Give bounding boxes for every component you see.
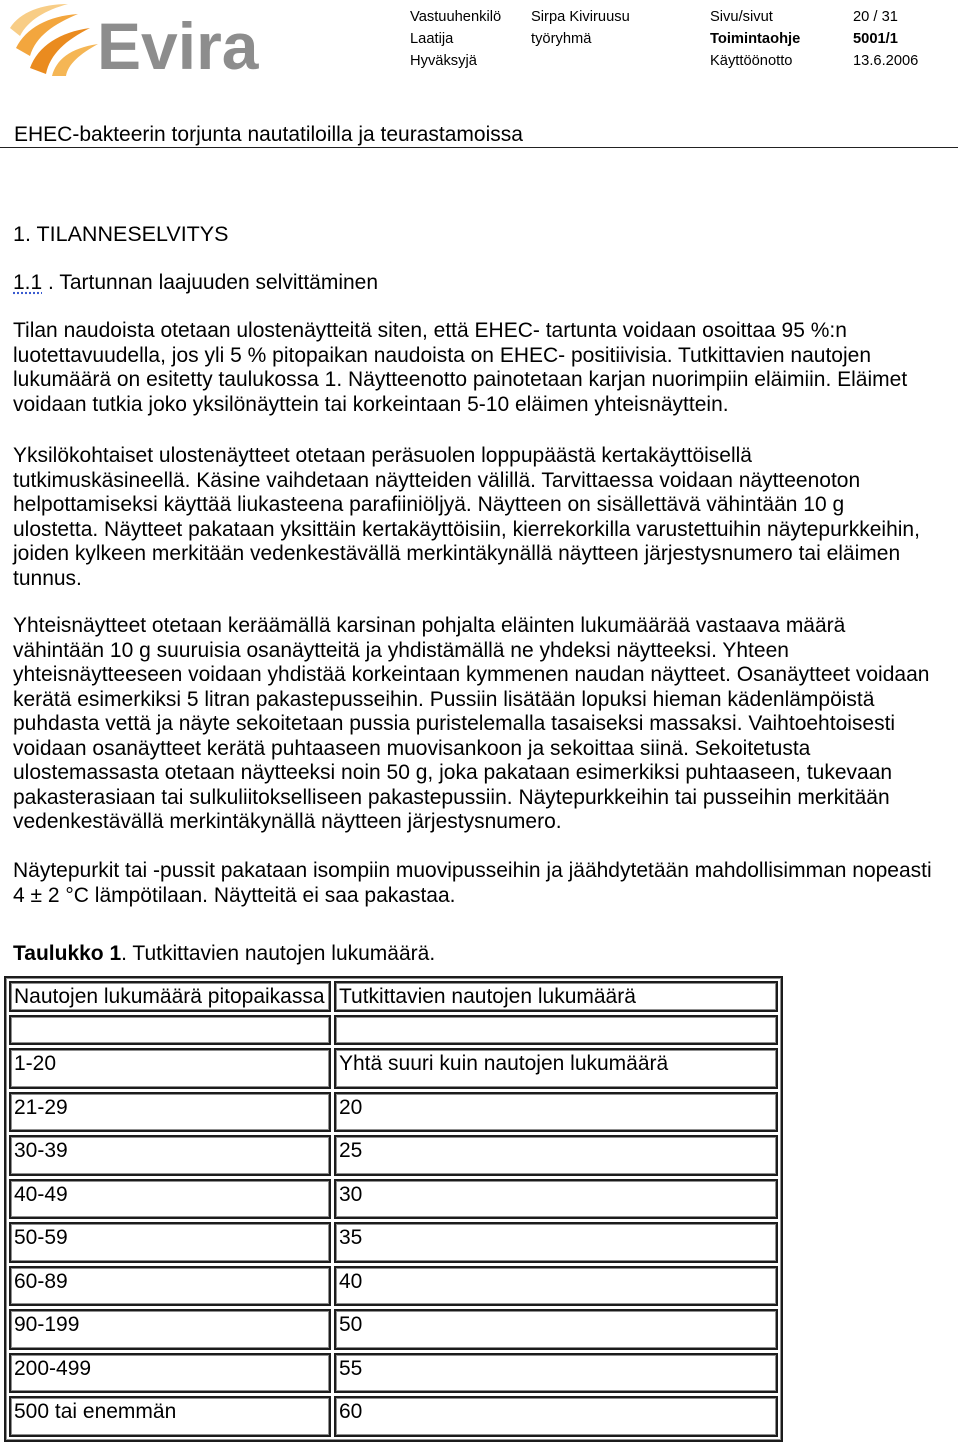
document-number: 5001/1 xyxy=(853,31,898,47)
paragraph-line: luotettavuudella, jos yli 5 % pitopaikan naudoista on EHEC- positiivisia. Tutkittavien nautojen xyxy=(13,343,871,367)
paragraph-line: yhteisnäytteeseen voidaan yhdistää korkeintaan kymmenen naudan näytteet. Osanäytteet voidaan xyxy=(13,663,930,686)
paragraph-pooled-samples xyxy=(13,614,929,835)
paragraph-line: ulostemassasta otetaan näytteeksi noin 50 g, joka pakataan esimerkiksi puhtaaseen, tukevaan xyxy=(13,761,893,784)
herd-size-cell: 200-499 xyxy=(9,1353,331,1394)
sample-count-cell: 35 xyxy=(334,1222,778,1263)
responsible-person-label: Vastuuhenkilö xyxy=(410,9,502,25)
adoption-label: Käyttöönotto xyxy=(710,53,793,69)
paragraph-line: tunnus. xyxy=(13,566,82,590)
subsection-number: 1.1 xyxy=(13,271,43,294)
sample-count-cell: 60 xyxy=(334,1396,778,1437)
paragraph-line: joiden kylkeen merkitään vedenkestävällä merkintäkynällä näytteen järjestysnumero tai eläimen xyxy=(13,542,901,565)
table-row xyxy=(9,1222,778,1263)
table-caption xyxy=(13,942,435,967)
herd-size-cell: 60-89 xyxy=(9,1266,331,1307)
paragraph-line: vedenkestävällä merkintäkynällä näytteen järjestysnumero. xyxy=(13,810,562,833)
title-divider xyxy=(0,147,958,148)
sample-count-cell: 20 xyxy=(334,1092,778,1133)
table-row xyxy=(9,1353,778,1394)
sample-count-cell: 55 xyxy=(334,1353,778,1394)
logo-swirl-icon xyxy=(6,2,102,76)
herd-size-cell: 30-39 xyxy=(9,1135,331,1176)
table-caption-label: Taulukko 1 xyxy=(13,942,122,965)
author-value: työryhmä xyxy=(531,31,592,47)
paragraph-line: puhdasta vettä ja näyte sekoitetaan pussia puristelemalla tasaiseksi massaksi. Vaihtoehtoisesti xyxy=(13,712,896,735)
pages-value: 20 / 31 xyxy=(853,9,898,25)
sample-count-table xyxy=(4,976,783,1442)
author-label: Laatija xyxy=(410,31,454,47)
table-caption-text: . Tutkittavien nautojen lukumäärä. xyxy=(121,942,436,965)
table-row xyxy=(9,1092,778,1133)
table-header-row xyxy=(9,981,778,1012)
herd-size-cell: 500 tai enemmän xyxy=(9,1396,331,1437)
sample-count-cell: Yhtä suuri kuin nautojen lukumäärä xyxy=(334,1048,778,1089)
sample-count-cell: 50 xyxy=(334,1309,778,1350)
table-caption-block xyxy=(13,942,435,967)
responsible-person-value: Sirpa Kiviruusu xyxy=(531,9,630,25)
table-row xyxy=(9,1266,778,1307)
logo-wordmark: Evira xyxy=(97,9,259,83)
herd-size-cell: 21-29 xyxy=(9,1092,331,1133)
paragraph-line: pakasterasiaan tai sulkuliitokselliseen pakastepussiin. Näytepurkkeihin tai pusseihin merkitään xyxy=(13,785,890,809)
document-title-block xyxy=(14,123,523,148)
herd-size-cell: 40-49 xyxy=(9,1179,331,1220)
herd-size-cell: 50-59 xyxy=(9,1222,331,1263)
pages-label: Sivu/sivut xyxy=(710,9,773,25)
section-heading-block xyxy=(13,222,228,247)
paragraph-line: Tilan naudoista otetaan ulostenäytteitä siten, että EHEC- tartunta voidaan osoittaa 95 %:n xyxy=(13,319,847,342)
paragraph-individual-samples xyxy=(13,444,920,591)
section-heading: 1. TILANNESELVITYS xyxy=(13,222,229,246)
paragraph-line: 4 ± 2 °C lämpötilaan. Näytteitä ei saa pakastaa. xyxy=(13,883,456,907)
herd-size-cell: 1-20 xyxy=(9,1048,331,1089)
table-row xyxy=(9,1135,778,1176)
table-row xyxy=(9,1396,778,1437)
document-type: Toimintaohje xyxy=(710,31,801,47)
subsection-heading-block xyxy=(13,271,378,296)
adoption-date: 13.6.2006 xyxy=(853,53,919,69)
paragraph-line: kerätä esimerkiksi 5 litran pakastepusseihin. Pussiin lisätään lopuksi hieman kädenlämpöistä xyxy=(13,687,875,711)
herd-size-cell: 90-199 xyxy=(9,1309,331,1350)
paragraph-line: Yhteisnäytteet otetaan keräämällä karsinan pohjalta eläinten lukumäärää vastaava määrä xyxy=(13,614,846,637)
column-header-herd-size: Nautojen lukumäärä pitopaikassa xyxy=(9,981,331,1012)
empty-cell xyxy=(9,1015,331,1045)
table-row xyxy=(9,1309,778,1350)
document-title: EHEC-bakteerin torjunta nautatiloilla ja teurastamoissa xyxy=(14,123,523,146)
sample-count-cell: 25 xyxy=(334,1135,778,1176)
sample-count-cell: 40 xyxy=(334,1266,778,1307)
approver-label: Hyväksyjä xyxy=(410,53,477,69)
paragraph-line: voidaan tutkia joko yksilönäyttein tai korkeintaan 5-10 eläimen yhteisnäyttein. xyxy=(13,392,729,416)
paragraph-line: tutkimuskäsineellä. Käsine vaihdetaan näytteiden välillä. Tarvittaessa voidaan näytteenoton xyxy=(13,468,861,492)
empty-cell xyxy=(334,1015,778,1045)
subsection-heading xyxy=(13,271,378,296)
paragraph-line: voidaan osanäytteet kerätä puhtaaseen muovisankoon ja sekoittaa siinä. Sekoitetusta xyxy=(13,736,811,760)
column-header-sample-count: Tutkittavien nautojen lukumäärä xyxy=(334,981,778,1012)
paragraph-sampling-scope xyxy=(13,319,907,417)
table-row xyxy=(9,1179,778,1220)
paragraph-sample-storage xyxy=(13,859,932,908)
paragraph-line: lukumäärä on esitetty taulukossa 1. Näytteenotto painotetaan karjan nuorimpiin eläimiin. Eläimet xyxy=(13,368,908,391)
table-row xyxy=(9,1048,778,1089)
paragraph-line: helpottamiseksi käyttää liukasteena parafiiniöljyä. Näytteen on sisällettävä vähintään 10 g xyxy=(13,493,845,516)
paragraph-line: ulostetta. Näytteet pakataan yksittäin kertakäyttöisiin, kierrekorkilla varustettuihin näytepurkkeihin, xyxy=(13,517,920,541)
paragraph-line: Yksilökohtaiset ulostenäytteet otetaan peräsuolen loppupäästä kertakäyttöisellä xyxy=(13,444,752,467)
table-row-empty xyxy=(9,1015,778,1045)
paragraph-line: vähintään 10 g suuruisia osanäytteitä ja yhdistämällä ne yhdeksi näytteeksi. Yhteen xyxy=(13,638,789,662)
evira-logo xyxy=(6,0,270,83)
sample-count-cell: 30 xyxy=(334,1179,778,1220)
subsection-title: . Tartunnan laajuuden selvittäminen xyxy=(42,271,379,294)
paragraph-line: Näytepurkit tai -pussit pakataan isompiin muovipusseihin ja jäähdytetään mahdollisimman nopeasti xyxy=(13,859,932,882)
